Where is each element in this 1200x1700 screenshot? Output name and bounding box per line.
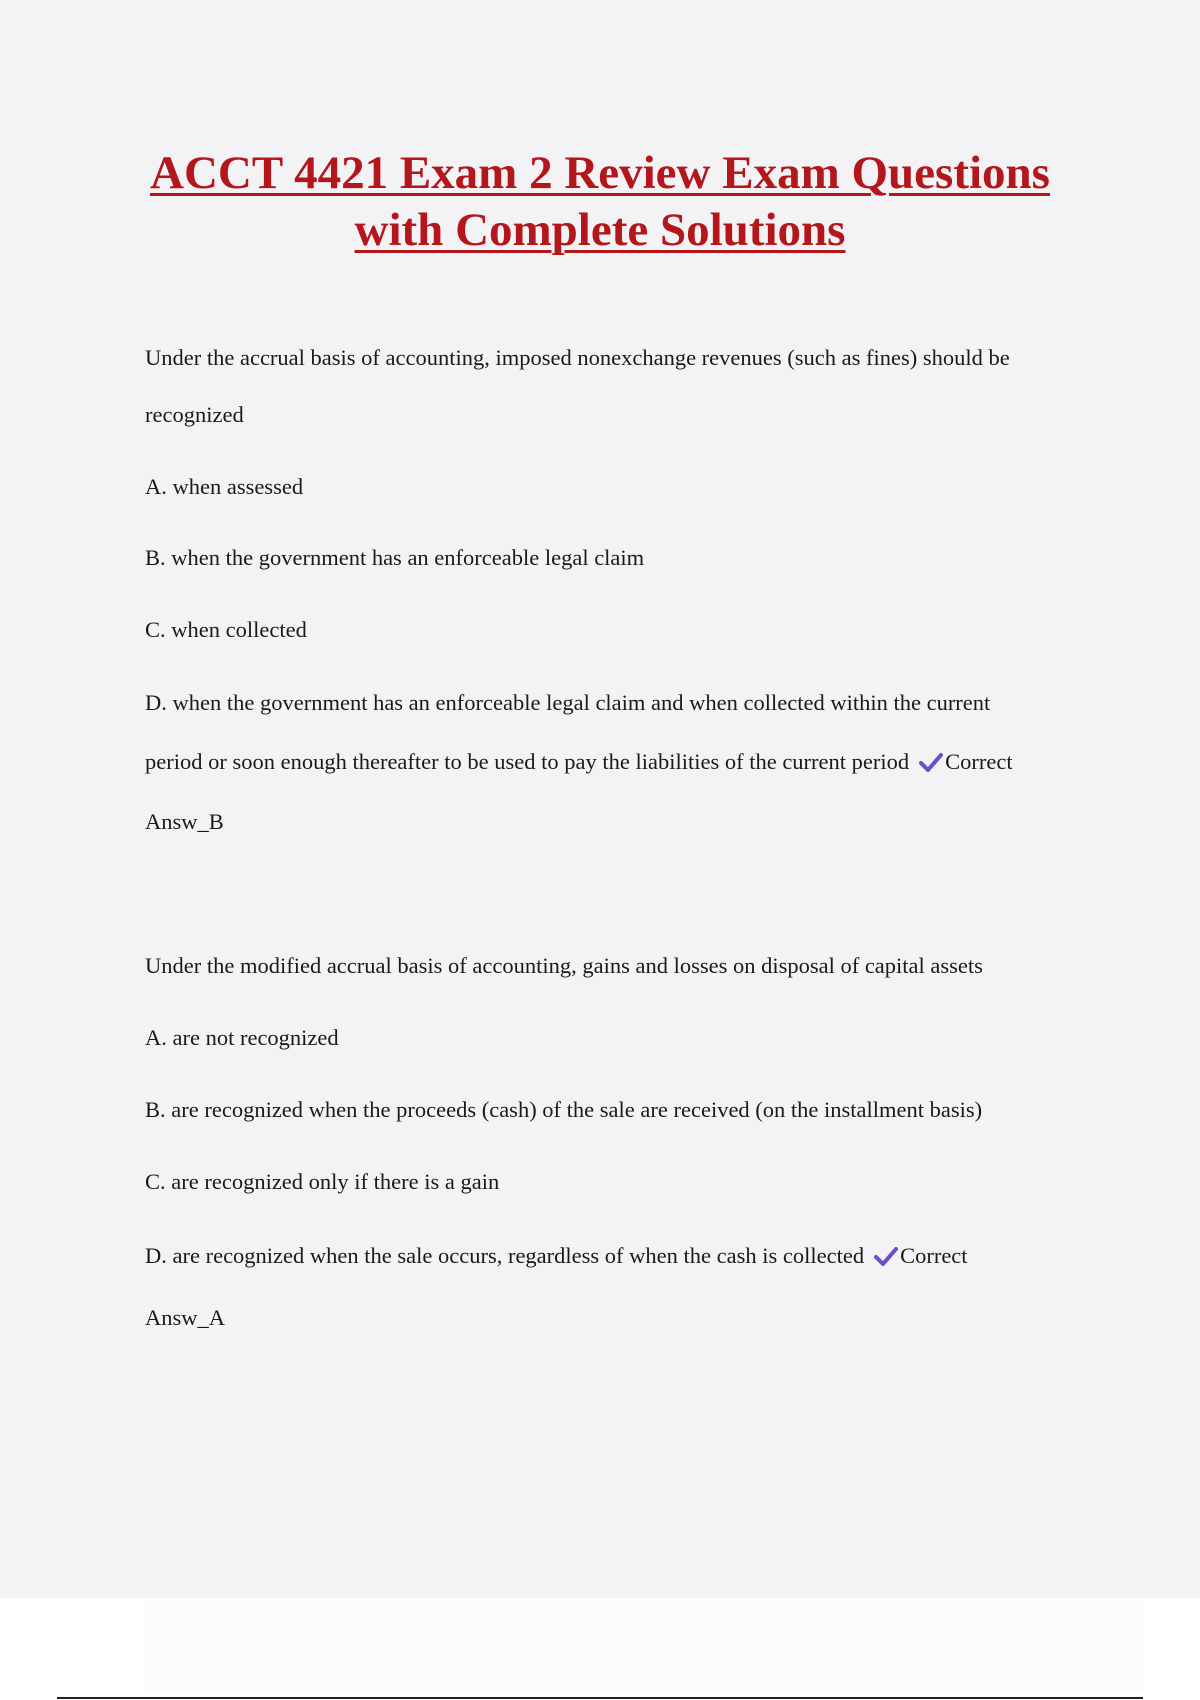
question-1-option-a: A. when assessed <box>145 474 304 499</box>
question-1-stem-line-2: recognized <box>145 402 244 427</box>
question-1-option-d-line-1: D. when the government has an enforceable legal claim and when collected within the current <box>145 690 991 715</box>
next-page-preview <box>145 1600 1143 1692</box>
question-2-stem-line-1: Under the modified accrual basis of accounting, gains and losses on disposal of capital assets <box>145 953 983 978</box>
check-mark-icon <box>919 752 943 772</box>
question-1-option-b: B. when the government has an enforceable legal claim <box>145 545 645 570</box>
title-line-2: with Complete Solutions <box>354 204 846 256</box>
question-1-answer: Answ_B <box>145 809 224 834</box>
question-2-correct-label: Correct <box>900 1243 968 1268</box>
question-2-option-d-text: D. are recognized when the sale occurs, regardless of when the cash is collected <box>145 1243 865 1268</box>
question-1-correct-label: Correct <box>945 749 1013 774</box>
question-2-option-b: B. are recognized when the proceeds (cash) of the sale are received (on the installment basis) <box>145 1097 983 1122</box>
question-2-answer: Answ_A <box>145 1305 226 1330</box>
question-2-option-d-line-1 <box>145 1241 968 1271</box>
question-1-option-c: C. when collected <box>145 617 307 642</box>
question-2-option-c: C. are recognized only if there is a gain <box>145 1169 500 1194</box>
question-1-option-d-text: period or soon enough thereafter to be used to pay the liabilities of the current period <box>145 749 910 774</box>
question-2-option-a: A. are not recognized <box>145 1025 339 1050</box>
question-1-option-d-line-2 <box>145 747 1013 777</box>
title-line-1: ACCT 4421 Exam 2 Review Exam Questions <box>150 147 1050 199</box>
document-title <box>0 145 1200 259</box>
question-1-stem-line-1: Under the accrual basis of accounting, imposed nonexchange revenues (such as fines) should be <box>145 345 1010 370</box>
page-divider <box>57 1697 1143 1699</box>
check-mark-icon <box>874 1246 898 1266</box>
